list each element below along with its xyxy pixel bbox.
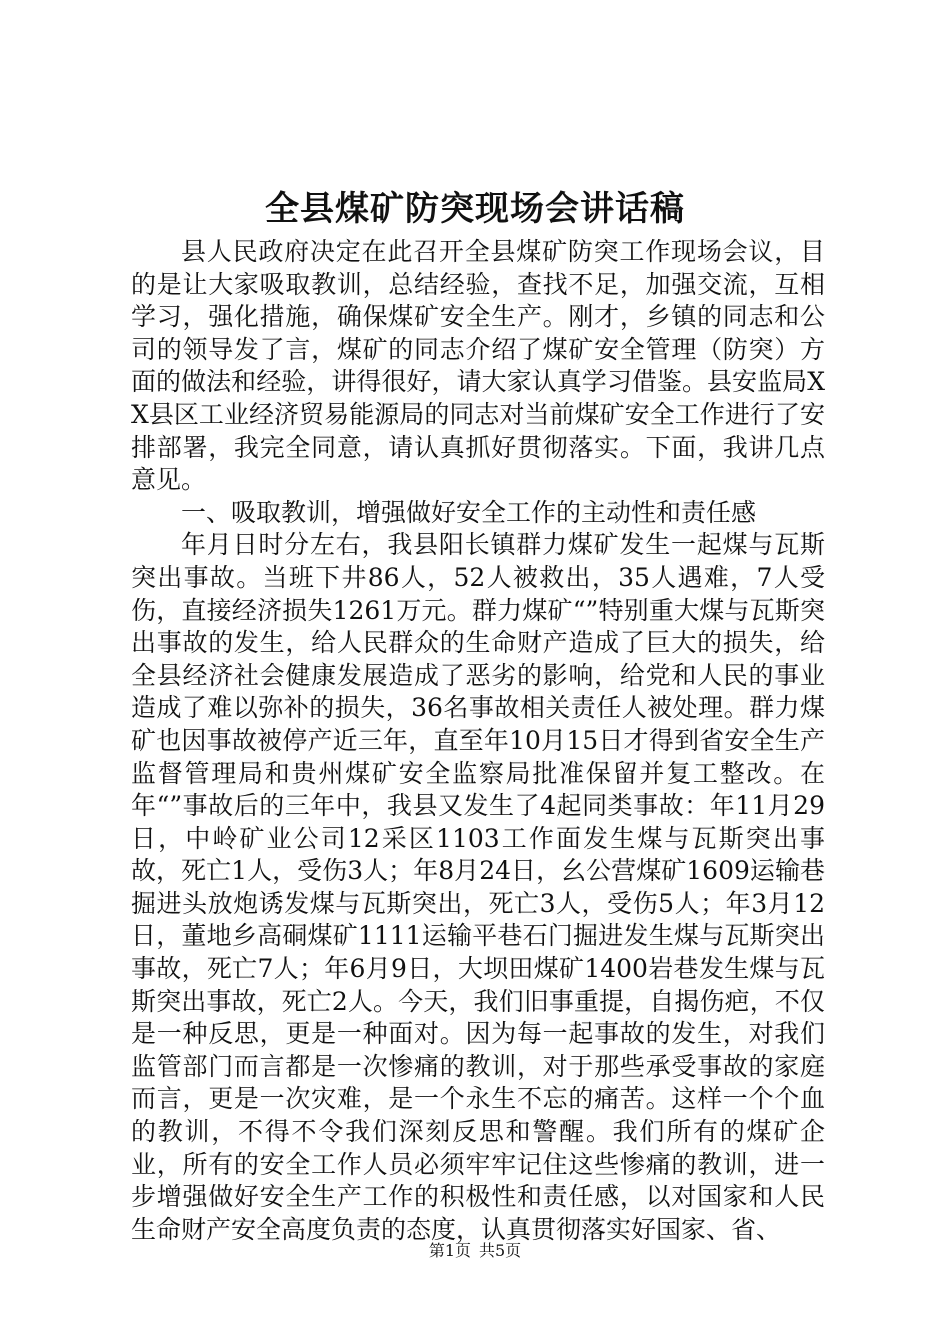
page-number-total: 共5页 (479, 1241, 522, 1260)
page-footer (0, 1240, 950, 1262)
document-title: 全县煤矿防突现场会讲话稿 (265, 189, 685, 229)
page-number-current: 第1页 (428, 1241, 471, 1260)
section-heading-1: 一、吸取教训，增强做好安全工作的主动性和责任感 (181, 497, 757, 527)
paragraph-incident: 年月日时分左右，我县阳长镇群力煤矿发生一起煤与瓦斯突出事故。当班下井86人，52人被救出，35人遇难，7人受伤，直接经济损失1261万元。群力煤矿“”特别重大煤与瓦斯突出事故的发生，给人民群众的生命财产造成了巨大的损失，给全县经济社会健康发展造成了恶劣的影响，给党和人民的事业造成了难以弥补的损失，36名事故相关责任人被处理。群力煤矿也因事故被停产近三年，直至年10月15日才得到省安全生产监督管理局和贵州煤矿安全监察局批准保留并复工整改。在年“”事故后的三年中，我县又发生了4起同类事故：年11月29日，中岭矿业公司12采区1103工作面发生煤与瓦斯突出事故，死亡1人，受伤3人；年8月24日，幺公营煤矿1609运输巷掘进头放炮诱发煤与瓦斯突出，死亡3人，受伤5人；年3月12日，董地乡高硐煤矿1111运输平巷石门掘进发生煤与瓦斯突出事故，死亡7人；年6月9日，大坝田煤矿1400岩巷发生煤与瓦斯突出事故，死亡2人。今天，我们旧事重提，自揭伤疤，不仅是一种反思，更是一种面对。因为每一起事故的发生，对我们监管部门而言都是一次惨痛的教训，对于那些承受事故的家庭而言，更是一次灾难，是一个永生不忘的痛苦。这样一个个血的教训，不得不令我们深刻反思和警醒。我们所有的煤矿企业，所有的安全工作人员必须牢牢记住这些惨痛的教训，进一步增强做好安全生产工作的积极性和责任感，以对国家和人民生命财产安全高度负责的态度，认真贯彻落实好国家、省、 (131, 530, 825, 1244)
paragraph-intro: 县人民政府决定在此召开全县煤矿防突工作现场会议，目的是让大家吸取教训，总结经验，查找不足，加强交流，互相学习，强化措施，确保煤矿安全生产。刚才，乡镇的同志和公司的领导发了言，煤矿的同志介绍了煤矿安全管理（防突）方面的做法和经验，讲得很好，请大家认真学习借鉴。县安监局XX县区工业经济贸易能源局的同志对当前煤矿安全工作进行了安排部署，我完全同意，请认真抓好贯彻落实。下面，我讲几点意见。 (131, 237, 825, 495)
document-body (131, 236, 825, 1246)
